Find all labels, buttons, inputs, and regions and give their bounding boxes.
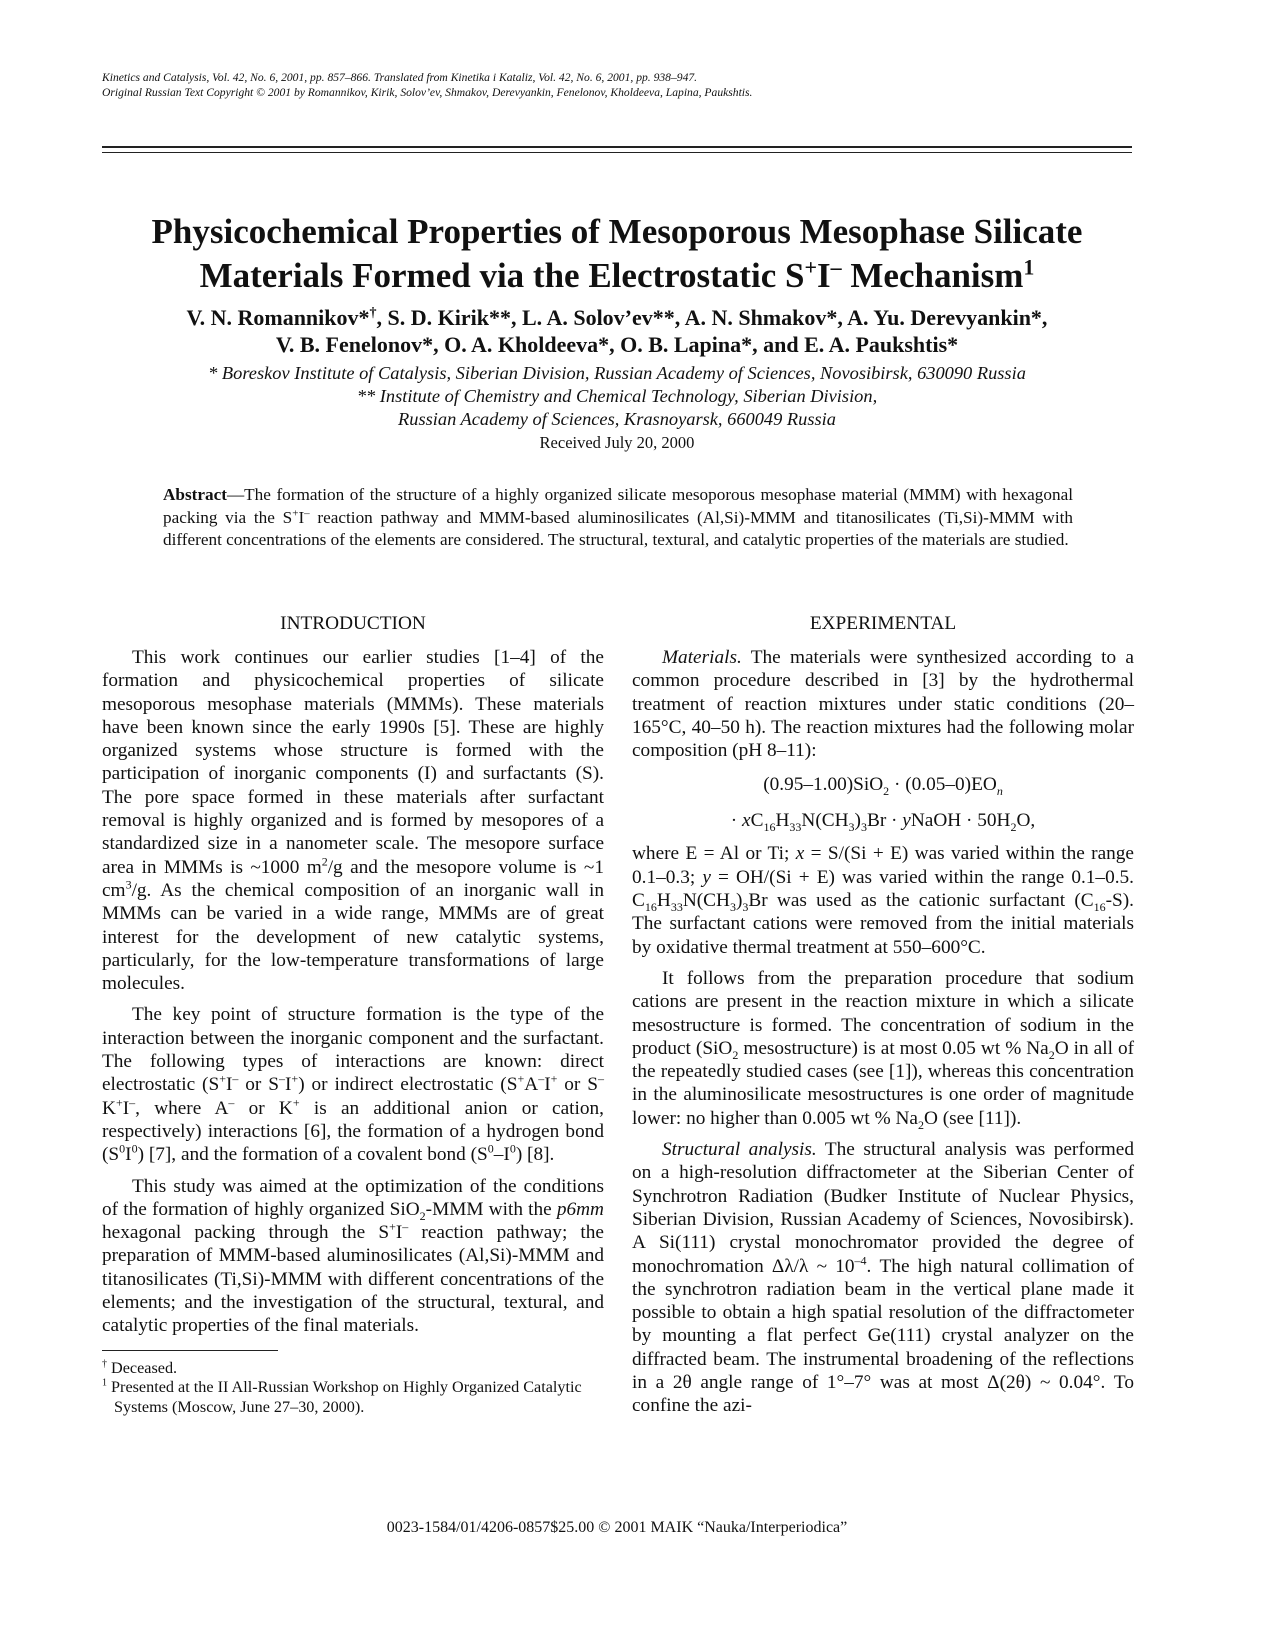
composition-paragraph: where E = Al or Ti; x = S/(Si + E) was varied within the range 0.1–0.3; y = OH/(Si + E) was varied within the range 0.1–0.5. $C_{16}H_{33}N(CH_3)_3Br$ was used as the cationic surfactant $(C_{16}-S)$. The surfactant cations were removed from the initial materials by oxidative thermal treatment at 550–600°C.	[632, 843, 1134, 958]
section-heading-introduction: INTRODUCTION	[280, 613, 426, 634]
header-rule-thin	[102, 152, 1132, 153]
paper-title: Physicochemical Properties of Mesoporous Mesophase Silicate Materials Formed via the Electrostatic S+I– Mechanism$^1$	[151, 212, 1083, 295]
affiliation-2-line1: ** Institute of Chemistry and Chemical Technology, Siberian Division,	[356, 386, 878, 406]
footnotes	[102, 1359, 604, 1418]
affiliation-1: * Boreskov Institute of Catalysis, Siberian Division, Russian Academy of Sciences, Novosibirsk, 630090 Russia	[208, 363, 1026, 383]
author-list: V. N. Romannikov*†, S. D. Kirik**, L. A. Solov’ev**, A. N. Shmakov*, A. Yu. Derevyankin*, V. B. Fenelonov*, O. A. Kholdeeva*, O. B. Lapina*, and E. A. Paukshtis*	[186, 305, 1048, 357]
abstract: Abstract—The formation of the structure of a highly organized silicate mesoporous mesophase material (MMM) with hexagonal packing via the S+I– reaction pathway and MMM-based aluminosilicates (Al,Si)-MMM and titanosilicates (Ti,Si)-MMM with different concentrations of the elements are considered. The structural, textural, and catalytic properties of the materials are studied.	[163, 485, 1073, 549]
title-footnote-marker[interactable]: 1	[1023, 254, 1035, 280]
section-heading-experimental: EXPERIMENTAL	[809, 613, 957, 634]
equation-line-1: $(0.95-1.00)SiO_2 \cdot (0.05-0)EO_n$	[763, 774, 1003, 799]
equation-line-2: · $xC_{16}H_{33}N(CH_3)_3Br$ · yNaOH · $50H_2O$,	[730, 810, 1036, 835]
footnote-rule	[102, 1350, 278, 1351]
page-footer: 0023-1584/01/4206-0857$25.00 © 2001 MAIK “Nauka/Interperiodica”	[386, 1519, 848, 1536]
sodium-paragraph: It follows from the preparation procedure that sodium cations are present in the reaction mixture in which a silicate mesostructure is formed. The concentration of sodium in the product (SiO$_2$ mesostructure) is at most 0.05 wt % $Na_2O$ in all of the repeatedly studied cases (see [1]), whereas this concentration in the aluminosilicate mesostructures is one order of magnitude lower: no higher than 0.005 wt % $Na_2O$ (see [11]).	[632, 967, 1135, 1132]
right-column	[632, 612, 1134, 1426]
intro-paragraph-1: This work continues our earlier studies [1–4] of the formation and physicochemical properties of silicate mesoporous mesophase materials (MMMs). These materials have been known since the early 1990s [5]. These are highly organized systems whose structure is formed with the participation of inorganic components (I) and surfactants (S). The pore space formed in these materials after surfactant removal is highly organized and is formed by mesopores of a standardized size in a nanometer scale. The mesopore surface area in MMMs is ~1000 $m^2/g$ and the mesopore volume is ~1 $cm^3/g$. As the chemical composition of an inorganic wall in MMMs can be varied in a wide range, MMMs are of great interest for the development of new catalytic systems, particularly, for the low-temperature transformations of large molecules.	[102, 647, 604, 995]
header-rule-thick	[102, 146, 1132, 148]
received-date: Received July 20, 2000	[539, 433, 695, 452]
copyright-line: Original Russian Text Copyright © 2001 by Romannikov, Kirik, Solov’ev, Shmakov, Derevyankin, Fenelonov, Kholdeeva, Lapina, Paukshtis.	[102, 86, 753, 99]
abstract-label: Abstract	[163, 485, 227, 504]
footnote-deceased: † Deceased.	[102, 1358, 178, 1377]
deceased-marker[interactable]: †	[369, 305, 377, 321]
journal-citation: Kinetics and Catalysis, Vol. 42, No. 6, 2001, pp. 857–866. Translated from Kinetika i Kataliz, Vol. 42, No. 6, 2001, pp. 938–947.	[102, 71, 698, 84]
affiliation-2-line2: Russian Academy of Sciences, Krasnoyarsk, 660049 Russia	[398, 409, 836, 429]
left-column	[102, 612, 604, 1417]
materials-paragraph: Materials. The materials were synthesized according to a common procedure described in [3] by the hydrothermal treatment of reaction mixtures under static conditions (20–165°C, 40–50 h). The reaction mixtures had the following molar composition (pH 8–11):	[632, 647, 1134, 762]
structural-analysis-paragraph: Structural analysis. The structural analysis was performed on a high-resolution diffractometer at the Siberian Center of Synchrotron Radiation (Budker Institute of Nuclear Physics, Siberian Division, Russian Academy of Sciences, Novosibirsk). A Si(111) crystal monochromator provided the degree of monochromation Δλ/λ ~ $10^{-4}$. The high natural collimation of the synchrotron radiation beam in the vertical plane made it possible to obtain a high spatial resolution of the diffractometer by mounting a flat perfect Ge(111) crystal analyzer on the diffracted beam. The instrumental broadening of the reflections in a 2θ angle range of 1°–7° was at most Δ(2θ) ~ 0.04°. To confine the azi-	[632, 1139, 1134, 1417]
running-header	[102, 70, 1132, 100]
intro-paragraph-2: The key point of structure formation is the type of the interaction between the inorganic component and the surfactant. The following types of interactions are known: direct electrostatic (S+I– or S–I+) or indirect electrostatic (S+A–I+ or S–K+I–, where A– or K+ is an additional anion or cation, respectively) interactions [6], the formation of a hydrogen bond $(S^0I^0)$ [7], and the formation of a covalent bond $(S^0-I^0)$ [8].	[102, 1004, 604, 1166]
intro-paragraph-3: This study was aimed at the optimization of the conditions of the formation of highly organized SiO$_2$-MMM with the p6mm hexagonal packing through the S+I– reaction pathway; the preparation of MMM-based aluminosilicates (Al,Si)-MMM and titanosilicates (Ti,Si)-MMM with different concentrations of the elements; and the investigation of the structural, textural, and catalytic properties of the final materials.	[102, 1175, 604, 1337]
footnote-1: $^1$ Presented at the II All-Russian Workshop on Highly Organized Catalytic Systems (Moscow, June 27–30, 2000).	[102, 1377, 582, 1416]
affiliations	[102, 362, 1132, 431]
